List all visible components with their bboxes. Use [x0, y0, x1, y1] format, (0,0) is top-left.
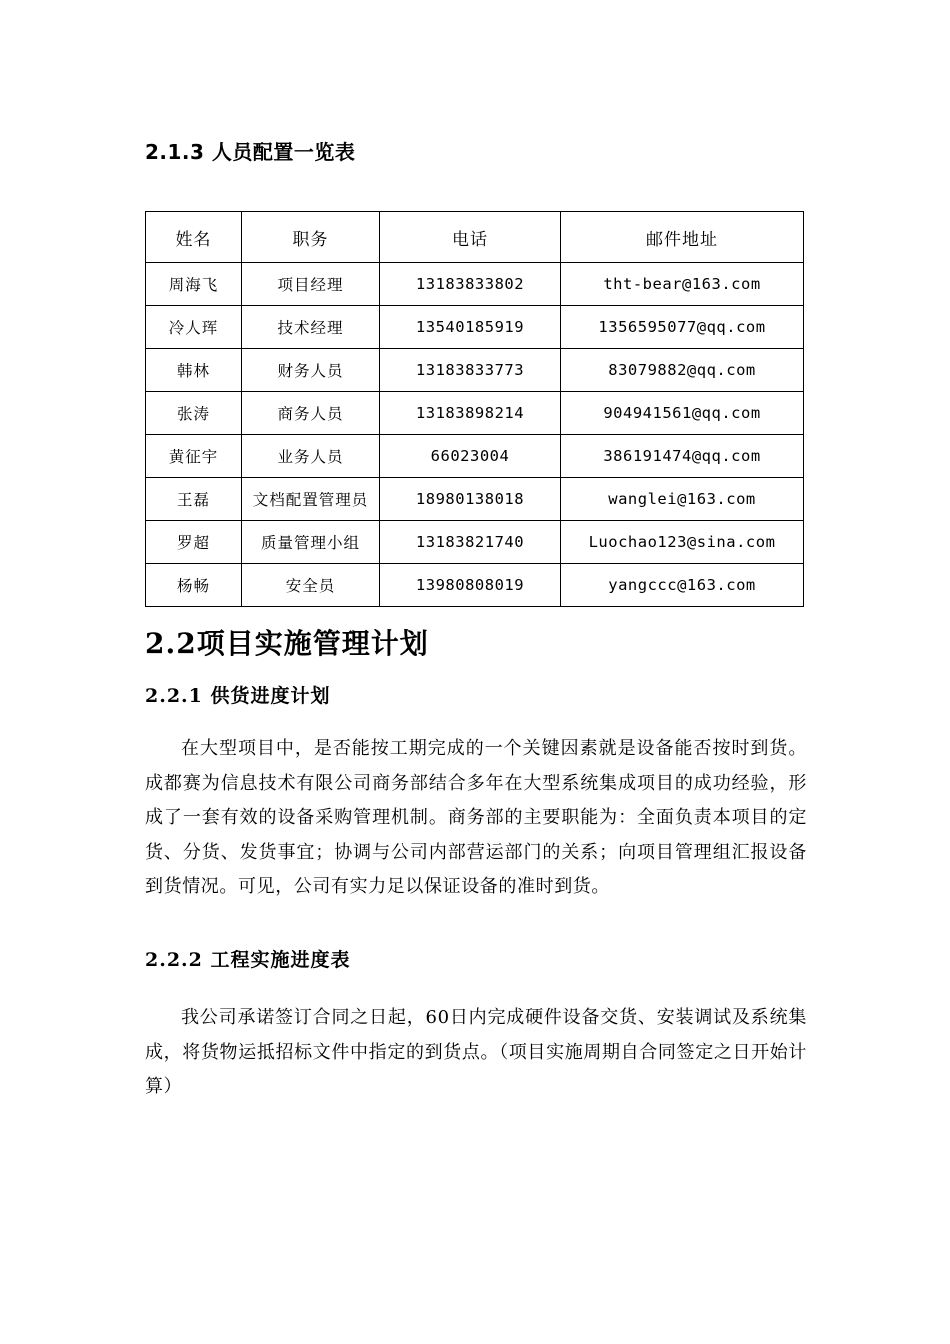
cell-phone: 66023004	[380, 435, 561, 478]
cell-role: 技术经理	[242, 306, 380, 349]
cell-role: 项目经理	[242, 263, 380, 306]
cell-name: 韩林	[146, 349, 242, 392]
cell-role: 业务人员	[242, 435, 380, 478]
cell-email: 904941561@qq.com	[561, 392, 804, 435]
staff-table	[145, 211, 804, 607]
cell-phone: 13183833773	[380, 349, 561, 392]
cell-role: 质量管理小组	[242, 521, 380, 564]
paragraph-supply-schedule: 在大型项目中，是否能按工期完成的一个关键因素就是设备能否按时到货。成都赛为信息技术有限公司商务部结合多年在大型系统集成项目的成功经验，形成了一套有效的设备采购管理机制。商务部的主要职能为：全面负责本项目的定货、分货、发货事宜；协调与公司内部营运部门的关系；向项目管理组汇报设备到货情况。可见，公司有实力足以保证设备的准时到货。	[145, 738, 807, 897]
cell-name: 杨畅	[146, 564, 242, 607]
table-row	[146, 521, 804, 564]
cell-phone: 13980808019	[380, 564, 561, 607]
cell-name: 张涛	[146, 392, 242, 435]
column-header-email: 邮件地址	[561, 212, 804, 263]
cell-role: 财务人员	[242, 349, 380, 392]
cell-role: 文档配置管理员	[242, 478, 380, 521]
table-row	[146, 263, 804, 306]
table-row	[146, 349, 804, 392]
section-heading-staffing: 2.1.3 人员配置一览表	[145, 140, 356, 164]
cell-phone: 13540185919	[380, 306, 561, 349]
cell-phone: 13183898214	[380, 392, 561, 435]
section-heading-implementation-plan: 2.2项目实施管理计划	[145, 627, 429, 660]
cell-email: 83079882@qq.com	[561, 349, 804, 392]
cell-name: 罗超	[146, 521, 242, 564]
column-header-name: 姓名	[146, 212, 242, 263]
table-header-row	[146, 212, 804, 263]
cell-email: wanglei@163.com	[561, 478, 804, 521]
section-heading-construction-schedule: 2.2.2 工程实施进度表	[145, 949, 351, 971]
table-row	[146, 478, 804, 521]
cell-email: tht-bear@163.com	[561, 263, 804, 306]
cell-phone: 18980138018	[380, 478, 561, 521]
cell-email: yangccc@163.com	[561, 564, 804, 607]
table-row	[146, 564, 804, 607]
table-row	[146, 392, 804, 435]
cell-role: 安全员	[242, 564, 380, 607]
table-row	[146, 306, 804, 349]
cell-name: 冷人珲	[146, 306, 242, 349]
cell-phone: 13183833802	[380, 263, 561, 306]
cell-email: 386191474@qq.com	[561, 435, 804, 478]
column-header-role: 职务	[242, 212, 380, 263]
cell-name: 周海飞	[146, 263, 242, 306]
cell-email: 1356595077@qq.com	[561, 306, 804, 349]
cell-role: 商务人员	[242, 392, 380, 435]
paragraph-construction-schedule: 我公司承诺签订合同之日起，60日内完成硬件设备交货、安装调试及系统集成，将货物运抵招标文件中指定的到货点。（项目实施周期自合同签定之日开始计算）	[145, 1007, 807, 1097]
column-header-phone: 电话	[380, 212, 561, 263]
table-row	[146, 435, 804, 478]
cell-name: 黄征宇	[146, 435, 242, 478]
section-heading-supply-schedule: 2.2.1 供货进度计划	[145, 685, 331, 707]
cell-name: 王磊	[146, 478, 242, 521]
cell-email: Luochao123@sina.com	[561, 521, 804, 564]
cell-phone: 13183821740	[380, 521, 561, 564]
